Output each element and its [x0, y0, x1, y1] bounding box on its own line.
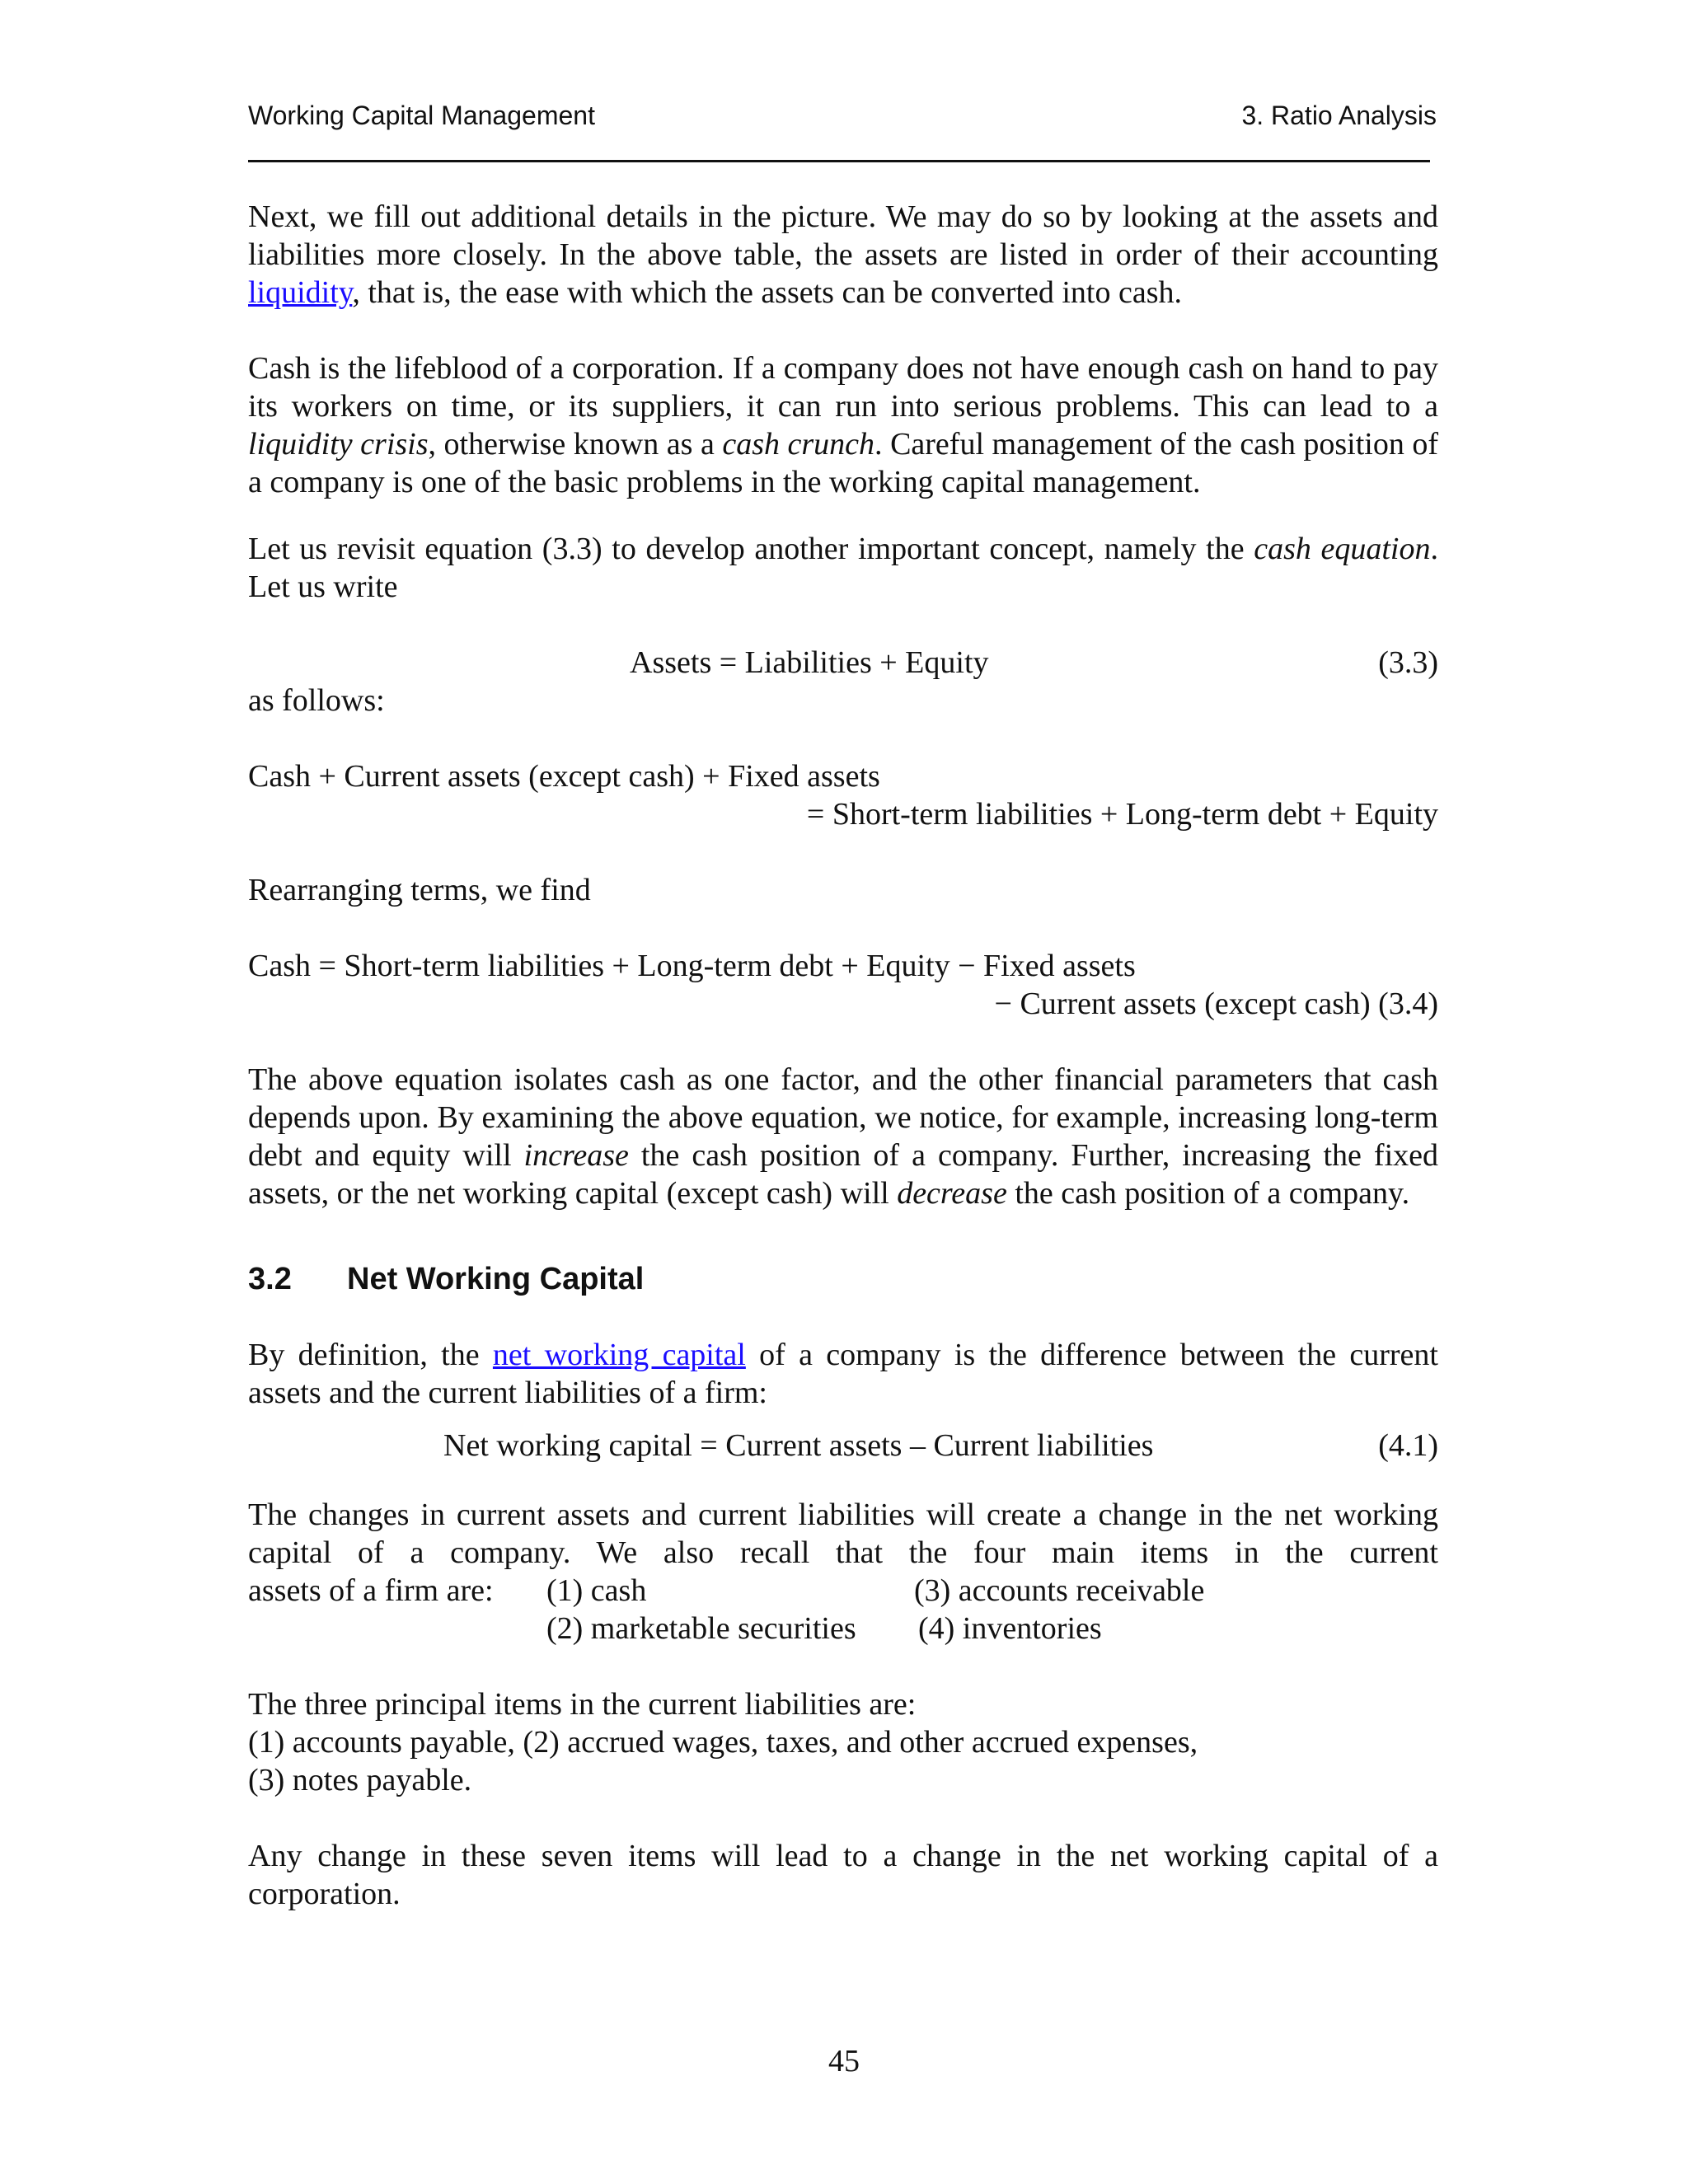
equation-3-3	[248, 644, 1438, 682]
paragraph-cash-lifeblood	[248, 349, 1438, 501]
header-book-title: Working Capital Management	[248, 101, 595, 130]
equation-text: Assets = Liabilities + Equity	[630, 645, 989, 680]
paragraph-liquidity	[248, 198, 1438, 312]
paragraph-text: Let us revisit equation (3.3) to develop another important concept, namely the	[248, 532, 1254, 566]
emphasis-liquidity-crisis: liquidity crisis	[248, 427, 429, 462]
paragraph-text: Next, we fill out additional details in the picture. We may do so by looking at the assets and liabilities more closely. In the above table, the assets are listed in order of their accounting	[248, 199, 1438, 272]
equation-3-4-line-2: − Current assets (except cash) (3.4)	[994, 987, 1438, 1021]
equation-4-1	[248, 1427, 1438, 1465]
liabilities-items-cont: (3) notes payable.	[248, 1763, 472, 1797]
section-heading	[248, 1260, 1438, 1298]
list-item: (2) marketable securities	[546, 1611, 856, 1646]
current-assets-row-1	[248, 1572, 1438, 1610]
liabilities-items: (1) accounts payable, (2) accrued wages, taxes, and other accrued expenses,	[248, 1725, 1198, 1760]
equation-3-4-line-1: Cash = Short-term liabilities + Long-term debt + Equity − Fixed assets	[248, 949, 1136, 983]
equation-cash-line-1: Cash + Current assets (except cash) + Fixed assets	[248, 759, 880, 794]
section-number: 3.2	[248, 1262, 292, 1296]
paragraph-text: By definition, the	[248, 1338, 493, 1372]
paragraph-text: Cash is the lifeblood of a corporation. If a company does not have enough cash on hand to pay its workers on time, or its suppliers, it can run into serious problems. This can lead to a	[248, 351, 1438, 424]
paragraph-changes: The changes in current assets and current liabilities will create a change in the net working capital of a company. We also recall that the four main items in the current	[248, 1497, 1438, 1570]
header-chapter-title: 3. Ratio Analysis	[1241, 101, 1437, 130]
paragraph-text: the cash position of a company.	[1006, 1176, 1410, 1211]
emphasis-increase: increase	[523, 1138, 629, 1173]
equation-number: (3.3)	[1378, 645, 1438, 680]
paragraph-text: of a company is the difference between the current assets and the current liabilities of a firm:	[248, 1338, 1438, 1410]
rearranging-text: Rearranging terms, we find	[248, 873, 591, 907]
emphasis-cash-crunch: cash crunch	[722, 427, 875, 462]
current-assets-row-2	[248, 1610, 1438, 1647]
paragraph-text: . Let us write	[248, 532, 1438, 604]
paragraph-text: the cash position of a company. Further, increasing the fixed assets, or the net working capital (except cash) will	[248, 1138, 1438, 1211]
paragraph-isolates-cash	[248, 1061, 1438, 1212]
equation-text: Net working capital = Current assets – Current liabilities	[443, 1428, 1154, 1463]
liabilities-intro: The three principal items in the current liabilities are:	[248, 1687, 917, 1722]
list-item: (1) cash	[546, 1573, 647, 1608]
liquidity-link[interactable]: liquidity	[248, 275, 353, 310]
equation-cash-line-2: = Short-term liabilities + Long-term debt + Equity	[806, 797, 1438, 832]
paragraph-text: , otherwise known as a	[428, 427, 723, 462]
net-working-capital-link[interactable]: net working capital	[492, 1338, 746, 1372]
page-body	[248, 198, 1438, 1913]
as-follows-text: as follows:	[248, 683, 385, 718]
paragraph-text: . Careful management of the cash position of a company is one of the basic problems in the working capital management.	[248, 427, 1438, 499]
paragraph-definition	[248, 1336, 1438, 1412]
header-divider	[248, 160, 1430, 162]
list-item: (4) inventories	[918, 1611, 1102, 1646]
equation-number: (4.1)	[1378, 1428, 1438, 1463]
emphasis-cash-equation: cash equation	[1254, 532, 1431, 566]
list-item: (3) accounts receivable	[914, 1573, 1205, 1608]
paragraph-text: , that is, the ease with which the assets can be converted into cash.	[352, 275, 1183, 310]
paragraph-text: The above equation isolates cash as one factor, and the other financial parameters that cash depends upon. By examining the above equation, we notice, for example, increasing long-term debt and equity will	[248, 1062, 1438, 1173]
page-number: 45	[828, 2044, 860, 2079]
paragraph-seven-items: Any change in these seven items will lead to a change in the net working capital of a corporation.	[248, 1839, 1438, 1911]
emphasis-decrease: decrease	[897, 1176, 1007, 1211]
paragraph-revisit-equation	[248, 530, 1438, 606]
running-header	[248, 97, 1437, 134]
section-title: Net Working Capital	[347, 1262, 645, 1296]
current-assets-lead: assets of a firm are:	[248, 1573, 494, 1608]
